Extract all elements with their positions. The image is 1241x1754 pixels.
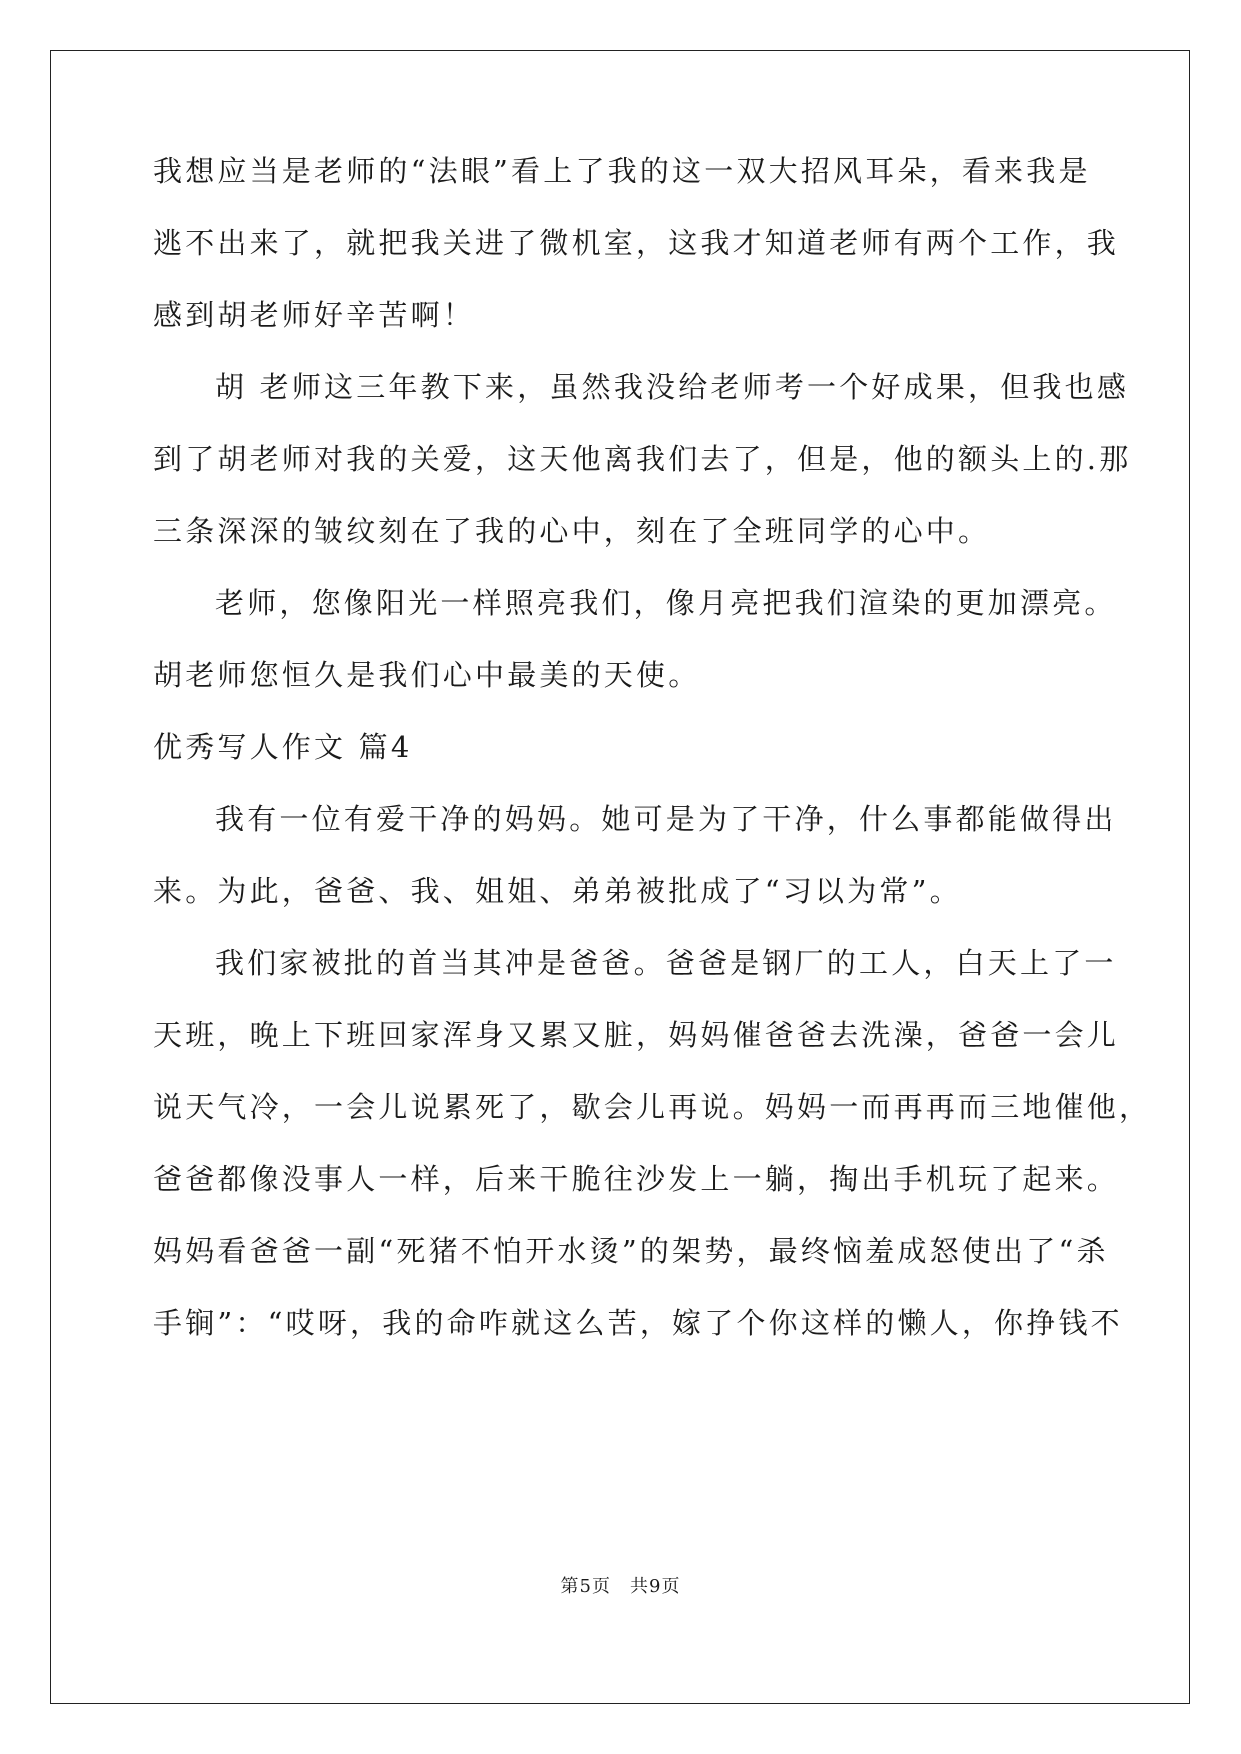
text-line: 胡老师您恒久是我们心中最美的天使。 xyxy=(153,658,701,692)
text-line: 妈妈看爸爸一副“死猪不怕开水烫”的架势，最终恼羞成怒使出了“杀 xyxy=(153,1234,1109,1268)
text-line: 爸爸都像没事人一样，后来干脆往沙发上一躺，掏出手机玩了起来。 xyxy=(153,1162,1120,1196)
text-line: 我想应当是老师的“法眼”看上了我的这一双大招风耳朵，看来我是 xyxy=(153,154,1091,188)
paragraph-start-line: 我有一位有爱干净的妈妈。她可是为了干净，什么事都能做得出 xyxy=(215,802,1117,836)
text-line: 到了胡老师对我的关爱，这天他离我们去了，但是，他的额头上的.那 xyxy=(153,442,1132,476)
paragraph-start-line: 胡 老师这三年教下来，虽然我没给老师考一个好成果，但我也感 xyxy=(215,370,1130,404)
text-line: 天班，晚上下班回家浑身又累又脏，妈妈催爸爸去洗澡，爸爸一会儿 xyxy=(153,1018,1120,1052)
text-line: 手锏”：“哎呀，我的命咋就这么苦，嫁了个你这样的懒人，你挣钱不 xyxy=(153,1306,1123,1340)
paragraph-start-line: 我们家被批的首当其冲是爸爸。爸爸是钢厂的工人，白天上了一 xyxy=(215,946,1117,980)
text-line: 感到胡老师好辛苦啊！ xyxy=(153,298,476,332)
page-number-footer: 第5页 共9页 xyxy=(560,1576,681,1597)
text-line: 来。为此，爸爸、我、姐姐、弟弟被批成了“习以为常”。 xyxy=(153,874,962,908)
paragraph-start-line: 老师，您像阳光一样照亮我们，像月亮把我们渲染的更加漂亮。 xyxy=(215,586,1117,620)
text-line: 三条深深的皱纹刻在了我的心中，刻在了全班同学的心中。 xyxy=(153,514,991,548)
section-heading: 优秀写人作文 篇4 xyxy=(153,730,413,764)
text-line: 逃不出来了，就把我关进了微机室，这我才知道老师有两个工作，我 xyxy=(153,226,1120,260)
text-line: 说天气冷，一会儿说累死了，歇会儿再说。妈妈一而再再而三地催他， xyxy=(153,1090,1152,1124)
